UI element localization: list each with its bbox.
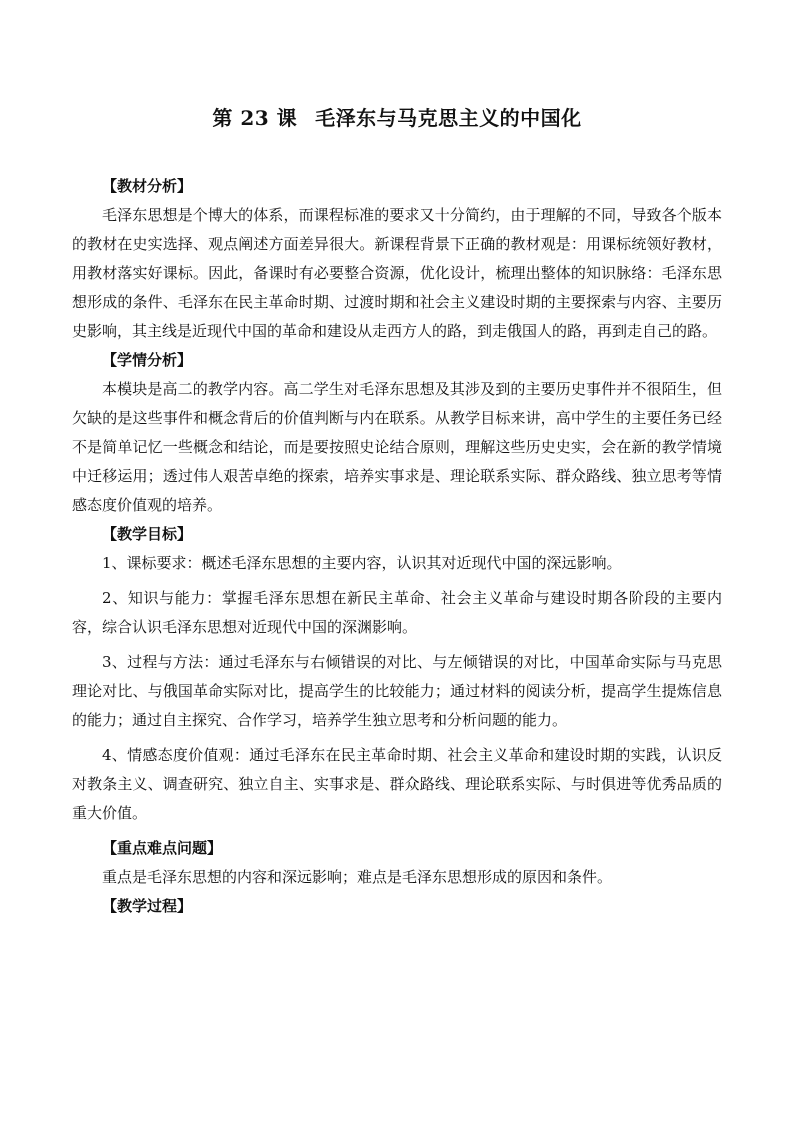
textbook-analysis-paragraph: 毛泽东思想是个博大的体系，而课程标准的要求又十分简约，由于理解的不同，导致各个版本的教材在史实选择、观点阐述方面差异很大。新课程背景下正确的教材观是：用课标统领好教材，用教材落实好课标。因此，备课时有必要整合资源，优化设计，梳理出整体的知识脉络：毛泽东思想形成的条件、毛泽东在民主革命时期、过渡时期和社会主义建设时期的主要探索与内容、主要历史影响，其主线是近现代中国的革命和建设从走西方人的路，到走俄国人的路，再到走自己的路。 bbox=[72, 206, 722, 340]
section-heading-key-points: 【重点难点问题】 bbox=[102, 839, 223, 857]
section-heading-textbook: 【教材分析】 bbox=[102, 177, 193, 195]
student-analysis-paragraph: 本模块是高二的教学内容。高二学生对毛泽东思想及其涉及到的主要历史事件并不很陌生，但欠缺的是这些事件和概念背后的价值判断与内在联系。从教学目标来讲，高中学生的主要任务已经不是简单记忆一些概念和结论，而是要按照史论结合原则，理解这些历史史实，会在新的教学情境中迁移运用；透过伟人艰苦卓绝的探索，培养实事求是、理论联系实际、群众路线、独立思考等情感态度价值观的培养。 bbox=[72, 380, 722, 514]
page-title bbox=[0, 102, 794, 131]
objective-item-1: 1、课标要求：概述毛泽东思想的主要内容，认识其对近现代中国的深远影响。 bbox=[102, 554, 622, 572]
section-heading-students: 【学情分析】 bbox=[102, 351, 193, 369]
document-body bbox=[72, 172, 722, 921]
section-heading-process: 【教学过程】 bbox=[102, 897, 193, 915]
objective-item-4: 4、情感态度价值观：通过毛泽东在民主革命时期、社会主义革命和建设时期的实践，认识反对教条主义、调查研究、独立自主、实事求是、群众路线、理论联系实际、与时俱进等优秀品质的重大价值。 bbox=[72, 746, 722, 822]
key-points-paragraph: 重点是毛泽东思想的内容和深远影响；难点是毛泽东思想形成的原因和条件。 bbox=[102, 868, 613, 886]
section-heading-objectives: 【教学目标】 bbox=[102, 525, 193, 543]
lesson-number: 第 23 课 bbox=[212, 106, 298, 130]
objective-item-2: 2、知识与能力：掌握毛泽东思想在新民主革命、社会主义革命与建设时期各阶段的主要内容，综合认识毛泽东思想对近现代中国的深渊影响。 bbox=[72, 589, 722, 636]
objective-item-3: 3、过程与方法：通过毛泽东与右倾错误的对比、与左倾错误的对比，中国革命实际与马克思理论对比、与俄国革命实际对比，提高学生的比较能力；通过材料的阅读分析，提高学生提炼信息的能力；通过自主探究、合作学习，培养学生独立思考和分析问题的能力。 bbox=[72, 653, 722, 729]
lesson-title: 毛泽东与马克思主义的中国化 bbox=[315, 106, 582, 130]
